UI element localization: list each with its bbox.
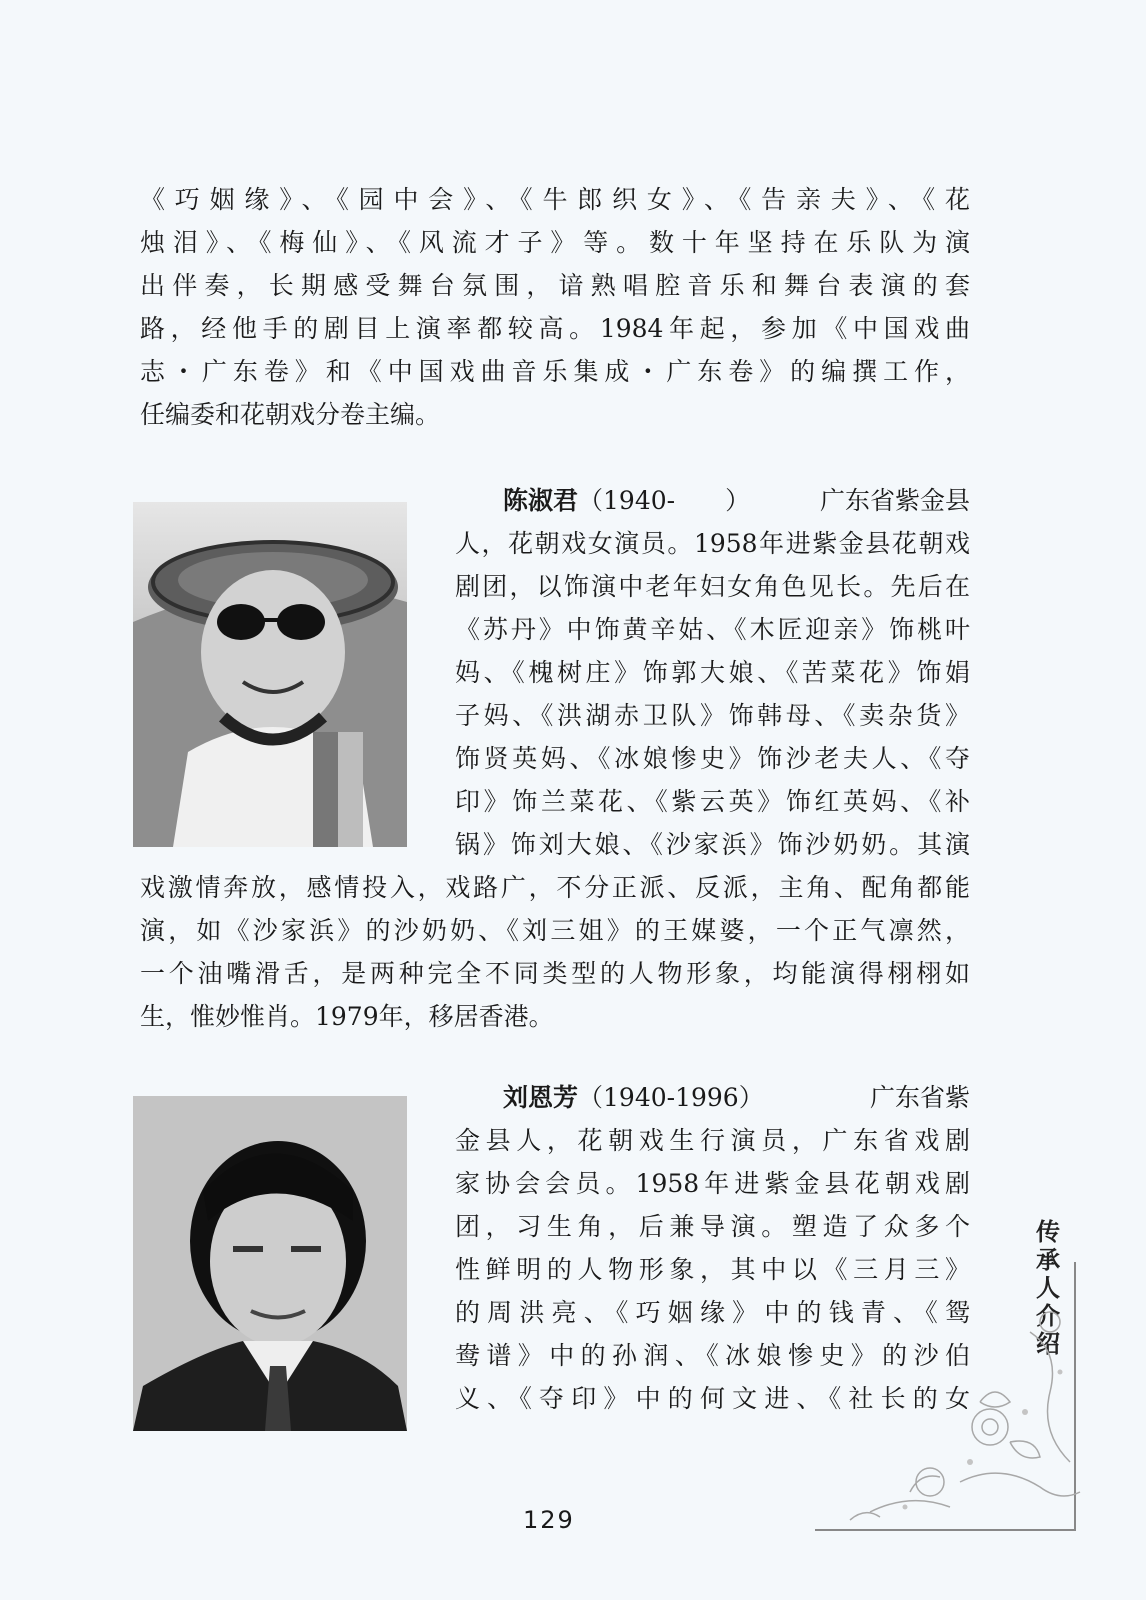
liu-first-line bbox=[503, 1083, 970, 1113]
chen-line-13: 生，惟妙惟肖。1979年，移居香港。 bbox=[140, 1002, 554, 1031]
intro-line-6: 任编委和花朝戏分卷主编。 bbox=[140, 400, 441, 429]
liu-line-2: 金县人，花朝戏生行演员，广东省戏剧 bbox=[455, 1126, 970, 1155]
liu-line-3: 家协会会员。1958年进紫金县花朝戏剧 bbox=[455, 1169, 970, 1198]
chen-line-10: 戏激情奔放，感情投入，戏路广，不分正派、反派，主角、配角都能 bbox=[140, 873, 970, 902]
chen-first-rest: 广东省紫金县 bbox=[819, 486, 970, 515]
chen-line-9: 锅》饰刘大娘、《沙家浜》饰沙奶奶。其演 bbox=[455, 830, 970, 859]
chen-line-7: 饰贤英妈、《冰娘惨史》饰沙老夫人、《夺 bbox=[455, 744, 970, 773]
liu-years: （1940-1996） bbox=[578, 1083, 764, 1112]
side-section-title: 传承人介绍 bbox=[1036, 1218, 1060, 1358]
liu-line-8: 义、《夺印》中的何文进、《社长的女 bbox=[455, 1384, 970, 1413]
intro-line-3: 出伴奏，长期感受舞台氛围，谙熟唱腔音乐和舞台表演的套 bbox=[140, 271, 970, 300]
liu-name: 刘恩芳 bbox=[503, 1083, 579, 1112]
chen-shujun-photo bbox=[133, 502, 407, 847]
chen-line-5: 妈、《槐树庄》饰郭大娘、《苦菜花》饰娟 bbox=[455, 658, 970, 687]
chen-first-line bbox=[503, 486, 970, 516]
chen-name: 陈淑君 bbox=[503, 486, 579, 515]
chen-line-12: 一个油嘴滑舌，是两种完全不同类型的人物形象，均能演得栩栩如 bbox=[140, 959, 970, 988]
intro-line-5: 志・广东卷》和《中国戏曲音乐集成・广东卷》的编撰工作， bbox=[140, 357, 970, 386]
intro-line-2: 烛泪》、《梅仙》、《风流才子》等。数十年坚持在乐队为演 bbox=[140, 228, 970, 257]
liu-enfang-photo bbox=[133, 1096, 407, 1431]
liu-line-7: 鸯谱》中的孙润、《冰娘惨史》的沙伯 bbox=[455, 1341, 970, 1370]
floral-ornament-icon bbox=[810, 1262, 1110, 1562]
page-number: 129 bbox=[523, 1506, 575, 1534]
chen-line-11: 演，如《沙家浜》的沙奶奶、《刘三姐》的王媒婆，一个正气凛然， bbox=[140, 916, 970, 945]
liu-first-rest: 广东省紫 bbox=[869, 1083, 970, 1112]
chen-line-6: 子妈、《洪湖赤卫队》饰韩母、《卖杂货》 bbox=[455, 701, 970, 730]
intro-line-4: 路，经他手的剧目上演率都较高。1984年起，参加《中国戏曲 bbox=[140, 314, 970, 343]
intro-line-1: 《巧姻缘》、《园中会》、《牛郎织女》、《告亲夫》、《花 bbox=[140, 185, 970, 214]
chen-line-2: 人，花朝戏女演员。1958年进紫金县花朝戏 bbox=[455, 529, 970, 558]
liu-line-6: 的周洪亮、《巧姻缘》中的钱青、《鸳 bbox=[455, 1298, 970, 1327]
chen-line-3: 剧团，以饰演中老年妇女角色见长。先后在 bbox=[455, 572, 970, 601]
chen-line-4: 《苏丹》中饰黄辛姑、《木匠迎亲》饰桃叶 bbox=[455, 615, 970, 644]
liu-line-4: 团，习生角，后兼导演。塑造了众多个 bbox=[455, 1212, 970, 1241]
chen-line-8: 印》饰兰菜花、《紫云英》饰红英妈、《补 bbox=[455, 787, 970, 816]
chen-years: （1940- ） bbox=[578, 486, 751, 515]
liu-line-5: 性鲜明的人物形象，其中以《三月三》 bbox=[455, 1255, 970, 1284]
